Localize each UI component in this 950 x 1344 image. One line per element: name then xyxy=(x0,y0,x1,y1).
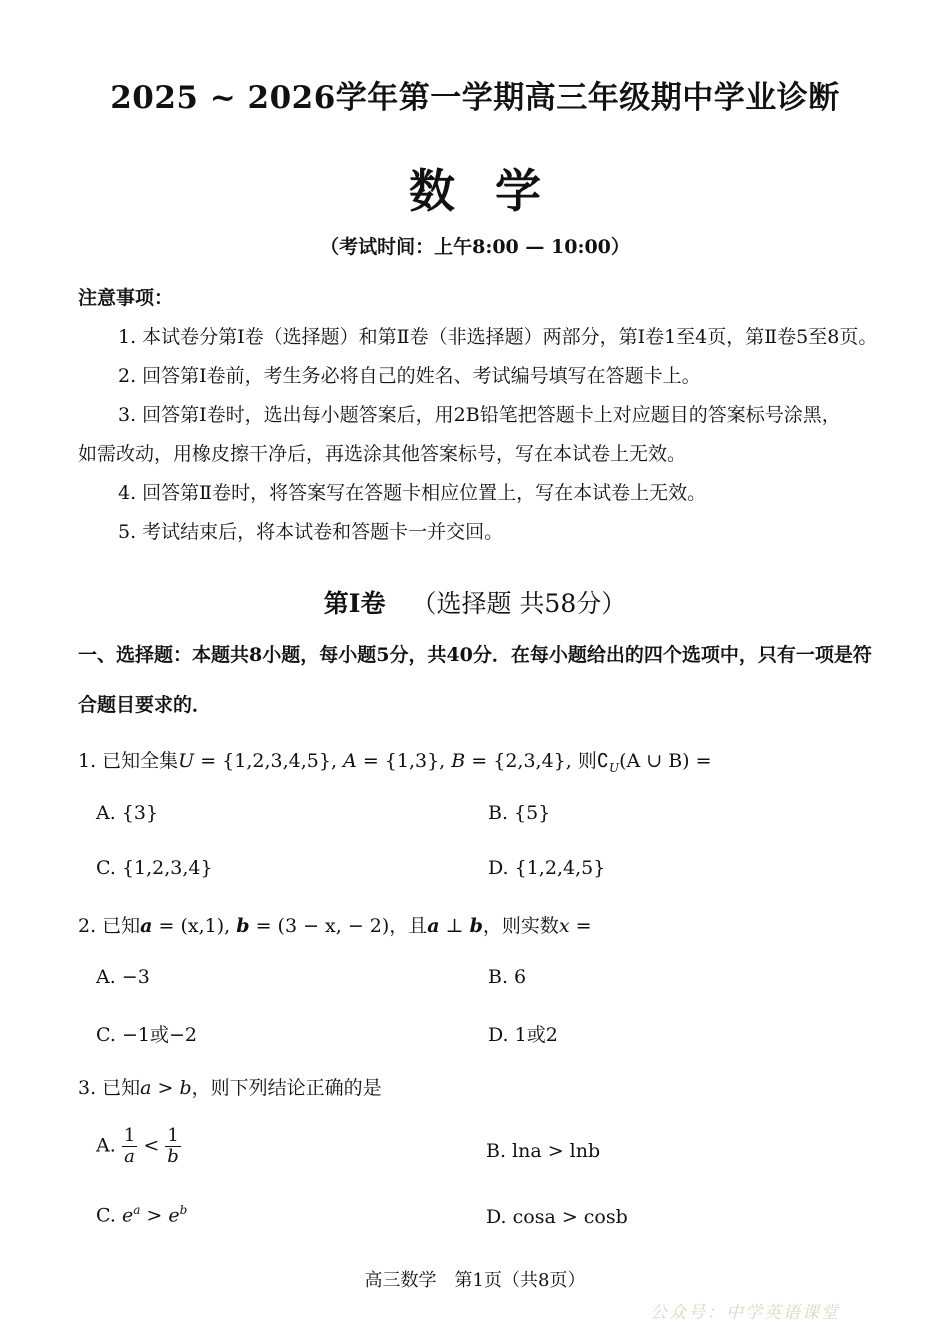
question-3-option-c: C. $e^a > e^b$ xyxy=(96,1203,188,1227)
fraction-1-over-b: $\frac{1}{b}$ xyxy=(167,1125,179,1167)
fraction-1-over-a: $\frac{1}{a}$ xyxy=(123,1125,136,1167)
part-instruction: 一、选择题：本题共8小题，每小题5分，共40分．在每小题给出的四个选项中，只有一项是符 xyxy=(78,644,872,666)
section-desc: （选择题 共58分） xyxy=(411,589,627,618)
question-3-option-a: A. $\frac{1}{a}$ < $\frac{1}{b}$ xyxy=(96,1125,179,1167)
question-2-option-b: B. 6 xyxy=(488,966,527,988)
question-3-option-b: B. lna > lnb xyxy=(486,1140,601,1162)
watermark: 公众号：中学英语课堂 xyxy=(650,1303,840,1323)
question-3-option-d: D. cosa > cosb xyxy=(486,1206,628,1228)
page-footer: 高三数学 第1页（共8页） xyxy=(364,1270,586,1291)
question-3-stem: 3. 已知a > b，则下列结论正确的是 xyxy=(78,1077,382,1099)
question-2-stem: 2. 已知a = (x,1), b = (3 − x, − 2)，且a ⊥ b，则实数x = xyxy=(78,915,592,937)
question-1-stem: 1. 已知全集U = {1,2,3,4,5}, A = {1,3}, B = {2,3,4}, 则$∁_U(A$ ∪ B) = xyxy=(78,750,712,775)
exam-time: （考试时间：上午8:00 — 10:00） xyxy=(320,236,630,258)
exam-title: 2025 ~ 2026学年第一学期高三年级期中学业诊断 xyxy=(110,80,840,116)
question-2-option-a: A. −3 xyxy=(96,966,150,988)
question-2-option-d: D. 1或2 xyxy=(488,1024,558,1046)
notes-heading: 注意事项： xyxy=(78,287,174,309)
note-item: 2. 回答第Ⅰ卷前，考生务必将自己的姓名、考试编号填写在答题卡上。 xyxy=(118,365,701,387)
subject-title: 数学 xyxy=(409,164,581,218)
note-item-continuation: 如需改动，用橡皮擦干净后，再选涂其他答案标号，写在本试卷上无效。 xyxy=(78,443,687,465)
question-2-option-c: C. −1或−2 xyxy=(96,1024,197,1046)
question-1-option-c: C. {1,2,3,4} xyxy=(96,857,213,879)
question-1-option-a: A. {3} xyxy=(96,802,159,824)
question-1-option-b: B. {5} xyxy=(488,802,551,824)
note-item: 3. 回答第Ⅰ卷时，选出每小题答案后，用2B铅笔把答题卡上对应题目的答案标号涂黑， xyxy=(118,404,841,426)
part-instruction-continued: 合题目要求的． xyxy=(78,694,212,716)
section-title xyxy=(0,584,950,620)
note-item: 1. 本试卷分第Ⅰ卷（选择题）和第Ⅱ卷（非选择题）两部分，第Ⅰ卷1至4页，第Ⅱ卷5至8页。 xyxy=(118,326,878,348)
note-item: 4. 回答第Ⅱ卷时，将答案写在答题卡相应位置上，写在本试卷上无效。 xyxy=(118,482,707,504)
note-item: 5. 考试结束后，将本试卷和答题卡一并交回。 xyxy=(118,521,504,543)
section-name: 第Ⅰ卷 xyxy=(323,589,386,618)
question-1-option-d: D. {1,2,4,5} xyxy=(488,857,606,879)
